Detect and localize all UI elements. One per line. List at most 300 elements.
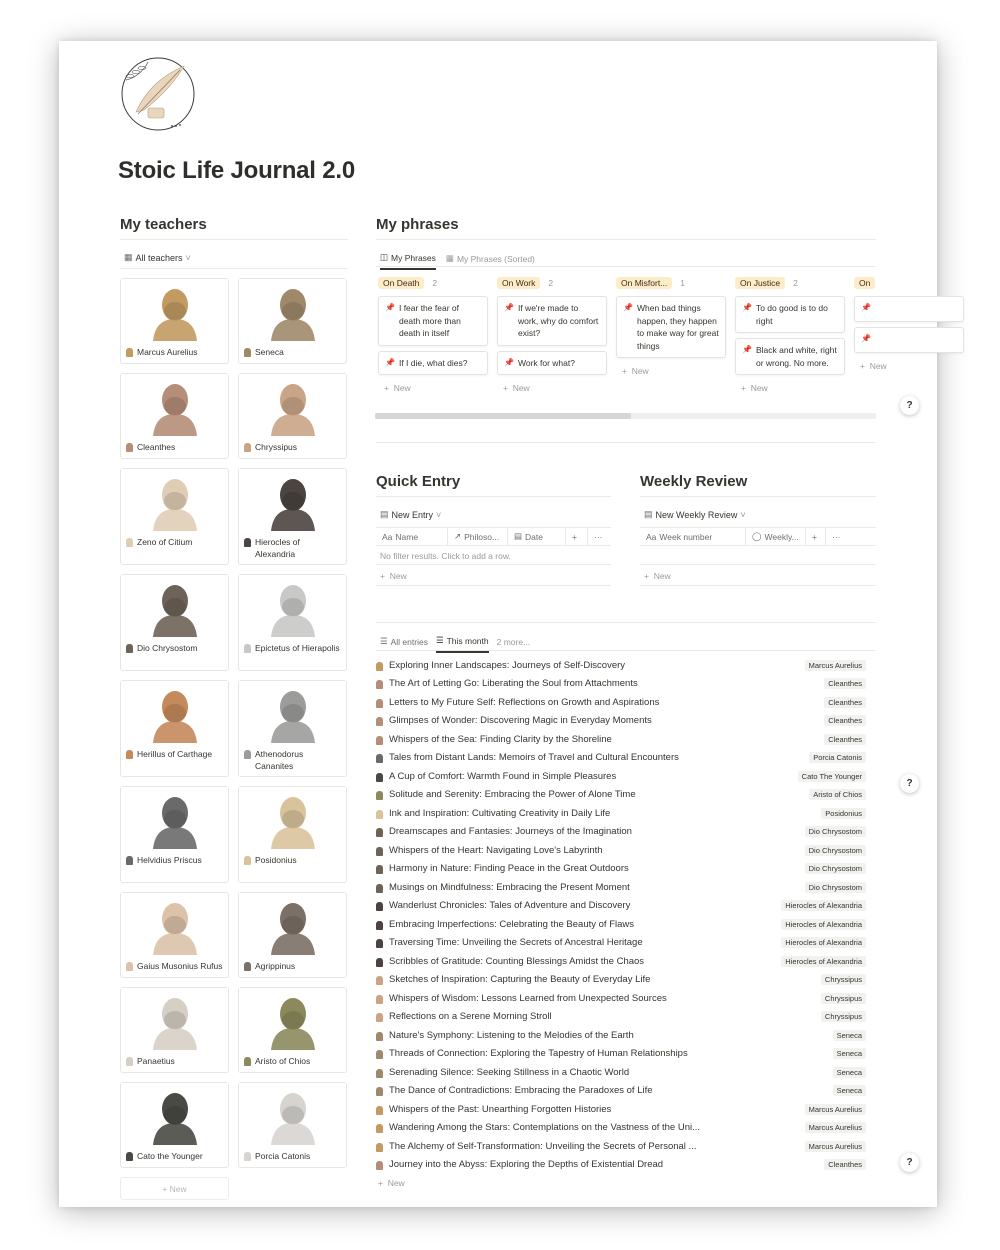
- teacher-name-label: Epictetus of Hierapolis: [255, 643, 340, 653]
- bust-icon: [126, 538, 133, 547]
- bust-icon: [376, 847, 383, 856]
- board-column: [616, 276, 726, 379]
- teachers-view-label: All teachers: [135, 252, 183, 263]
- list-item[interactable]: [376, 934, 876, 953]
- bust-icon: [126, 856, 133, 865]
- bust-image: [121, 1083, 228, 1145]
- philosopher-tag: Marcus Aurelius: [805, 1122, 866, 1133]
- teacher-name-label: Porcia Catonis: [255, 1151, 311, 1161]
- teacher-card[interactable]: [238, 373, 347, 459]
- teacher-card-name: [121, 1145, 228, 1165]
- bust-icon: [244, 644, 251, 653]
- board-icon: ◫: [380, 252, 389, 262]
- list-item[interactable]: [376, 823, 876, 842]
- phrase-card[interactable]: [616, 296, 726, 358]
- quick-entry-table-header: [376, 527, 611, 546]
- teacher-card-name: [121, 743, 228, 763]
- teacher-card-name: [121, 955, 228, 975]
- bust-image: [121, 787, 228, 849]
- list-item[interactable]: [376, 1026, 876, 1045]
- text-type-icon: Aa: [646, 531, 657, 542]
- teacher-card[interactable]: [120, 680, 229, 777]
- bust-icon: [376, 1124, 383, 1133]
- bust-icon: [126, 962, 133, 971]
- list-item[interactable]: [376, 952, 876, 971]
- phrase-text: If we're made to work, why do comfort exist?: [517, 303, 599, 338]
- column-philosopher-label: Philoso...: [464, 531, 500, 542]
- list-item[interactable]: [376, 786, 876, 805]
- teachers-view-tab[interactable]: [124, 252, 191, 263]
- plus-icon: +: [860, 361, 870, 371]
- bust-icon: [376, 662, 383, 671]
- bust-icon: [376, 902, 383, 911]
- board-new-card-button[interactable]: [616, 363, 726, 379]
- teacher-card-name: [239, 955, 346, 975]
- bust-icon: [376, 976, 383, 985]
- philosopher-tag: Chryssipus: [821, 993, 866, 1004]
- plus-icon: +: [812, 531, 817, 542]
- philosopher-tag: Marcus Aurelius: [805, 1104, 866, 1115]
- teacher-card-name: [121, 1050, 228, 1070]
- board-column-header[interactable]: [854, 276, 964, 289]
- teacher-card[interactable]: [120, 373, 229, 459]
- list-item[interactable]: [376, 767, 876, 786]
- more-options-button[interactable]: [826, 528, 848, 545]
- plus-icon: +: [622, 366, 632, 376]
- board-new-card-button[interactable]: [497, 380, 607, 396]
- teacher-card-name: [121, 531, 228, 551]
- quick-entry-divider: [376, 496, 611, 497]
- bust-icon: [376, 680, 383, 689]
- add-column-button[interactable]: [806, 528, 826, 545]
- entry-title: Whispers of the Past: Unearthing Forgotten Histories: [389, 1103, 612, 1115]
- entry-title: Scribbles of Gratitude: Counting Blessings Amidst the Chaos: [389, 955, 645, 967]
- bust-icon: [376, 791, 383, 800]
- phrases-heading: My phrases: [376, 216, 459, 233]
- list-item[interactable]: [376, 1119, 876, 1138]
- column-weekly[interactable]: [746, 528, 806, 545]
- entry-title: Serenading Silence: Seeking Stillness in a Chaotic World: [389, 1066, 630, 1078]
- quick-entry-heading: Quick Entry: [376, 473, 461, 490]
- pushpin-icon: 📌: [504, 357, 514, 367]
- column-week-number[interactable]: [640, 528, 746, 545]
- teacher-card[interactable]: [238, 680, 347, 777]
- phrase-text: To do good is to do right: [755, 303, 828, 326]
- bust-icon: [126, 644, 133, 653]
- philosopher-tag: Posidonius: [821, 808, 866, 819]
- text-type-icon: Aa: [382, 531, 393, 542]
- phrase-text: Black and white, right or wrong. No more.: [755, 345, 837, 368]
- bust-icon: [244, 1152, 251, 1161]
- quick-entry-bottom-divider: [376, 585, 611, 586]
- plus-icon: +: [162, 1183, 170, 1194]
- bust-icon: [376, 736, 383, 745]
- help-button-3[interactable]: ?: [900, 1153, 919, 1172]
- weekly-review-view-label: New Weekly Review: [655, 509, 738, 520]
- board-new-card-button[interactable]: [854, 358, 964, 374]
- teacher-card-name: [121, 637, 228, 657]
- board-new-label: New: [750, 383, 768, 393]
- column-philosopher[interactable]: [448, 528, 508, 545]
- phrases-board: [376, 276, 887, 404]
- column-tag: On Misfort...: [616, 277, 672, 289]
- pushpin-icon: 📌: [385, 357, 395, 367]
- weekly-review-view-tab[interactable]: [644, 509, 746, 520]
- plus-icon: +: [378, 1178, 388, 1188]
- chevron-down-icon: ˅: [740, 509, 746, 520]
- teacher-card[interactable]: [120, 786, 229, 883]
- teacher-card-name: [121, 849, 228, 869]
- ellipsis-icon: ···: [594, 531, 603, 542]
- column-name[interactable]: [376, 528, 448, 545]
- column-weekly-label: Weekly...: [764, 531, 799, 542]
- bust-icon: [376, 1087, 383, 1096]
- chevron-down-icon: ˅: [436, 509, 442, 520]
- philosopher-tag: Cleanthes: [824, 697, 866, 708]
- entry-title: Reflections on a Serene Morning Stroll: [389, 1011, 552, 1023]
- list-item[interactable]: [376, 878, 876, 897]
- list-item[interactable]: [376, 971, 876, 990]
- pushpin-icon: 📌: [861, 303, 871, 312]
- plus-icon: +: [572, 531, 577, 542]
- new-teacher-button[interactable]: [120, 1177, 229, 1200]
- list-item[interactable]: [376, 1156, 876, 1175]
- teacher-card[interactable]: [238, 1082, 347, 1168]
- board-new-card-button[interactable]: [378, 380, 488, 396]
- board-column-header[interactable]: [378, 276, 488, 289]
- bust-image: [239, 1083, 346, 1145]
- weekly-review-new-button[interactable]: [644, 571, 671, 581]
- tab-my-phrases-sorted[interactable]: [446, 252, 535, 270]
- bust-icon: [244, 750, 251, 759]
- entry-title: Solitude and Serenity: Embracing the Power of Alone Time: [389, 789, 636, 801]
- bust-icon: [376, 1013, 383, 1022]
- list-item[interactable]: [376, 804, 876, 823]
- bust-icon: [376, 1050, 383, 1059]
- teacher-card-name: [239, 849, 346, 869]
- entry-title: A Cup of Comfort: Warmth Found in Simple Pleasures: [389, 770, 617, 782]
- teacher-card[interactable]: [120, 1082, 229, 1168]
- list-item[interactable]: [376, 1100, 876, 1119]
- teachers-heading: My teachers: [120, 216, 207, 233]
- philosopher-tag: Seneca: [833, 1030, 866, 1041]
- teacher-card-name: [239, 341, 346, 361]
- phrase-card[interactable]: [854, 327, 964, 353]
- board-column: [378, 276, 488, 396]
- entry-title: The Art of Letting Go: Liberating the Soul from Attachments: [389, 678, 638, 690]
- chevron-down-icon: ˅: [185, 252, 191, 263]
- phrase-text: Work for what?: [517, 357, 575, 368]
- entry-title: Wandering Among the Stars: Contemplations on the Vastness of the Uni...: [389, 1122, 701, 1134]
- tab-this-month-label: This month: [446, 635, 489, 646]
- quill-logo-icon: [118, 56, 198, 132]
- bust-icon: [376, 828, 383, 837]
- quick-entry-new-button[interactable]: [380, 571, 407, 581]
- weekly-review-table-header: [640, 527, 876, 546]
- philosopher-tag: Cleanthes: [824, 734, 866, 745]
- teacher-card[interactable]: [120, 468, 229, 565]
- philosopher-tag: Hierocles of Alexandria: [781, 900, 866, 911]
- teacher-name-label: Hierocles of Alexandria: [255, 537, 300, 559]
- list-item[interactable]: [376, 989, 876, 1008]
- teacher-card[interactable]: [238, 468, 347, 565]
- philosopher-tag: Cato The Younger: [798, 771, 866, 782]
- teacher-name-label: Dio Chrysostom: [137, 643, 198, 653]
- list-icon: ☰: [380, 636, 388, 646]
- bust-image: [239, 279, 346, 341]
- philosopher-tag: Aristo of Chios: [809, 789, 866, 800]
- help-button[interactable]: ?: [900, 396, 919, 415]
- philosopher-tag: Marcus Aurelius: [805, 660, 866, 671]
- philosopher-tag: Dio Chrysostom: [805, 826, 866, 837]
- bust-image: [121, 469, 228, 531]
- teacher-card[interactable]: [238, 574, 347, 671]
- list-item[interactable]: [376, 897, 876, 916]
- bust-icon: [126, 443, 133, 452]
- bust-icon: [376, 717, 383, 726]
- teacher-name-label: Posidonius: [255, 855, 297, 865]
- section-divider: [376, 442, 876, 443]
- table-icon: ▤: [644, 509, 653, 519]
- column-date[interactable]: [508, 528, 566, 545]
- tab-my-phrases-label: My Phrases: [391, 252, 436, 263]
- phrase-card[interactable]: [854, 296, 964, 322]
- pushpin-icon: 📌: [861, 334, 871, 343]
- bust-icon: [376, 1069, 383, 1078]
- teacher-card[interactable]: [238, 786, 347, 883]
- entry-title: Letters to My Future Self: Reflections on Growth and Aspirations: [389, 696, 660, 708]
- relation-icon: ↗: [454, 531, 462, 541]
- column-count: 2: [548, 277, 554, 288]
- entry-title: Wanderlust Chronicles: Tales of Adventure and Discovery: [389, 900, 631, 912]
- philosopher-tag: Porcia Catonis: [809, 752, 866, 763]
- table-icon: ▤: [380, 509, 389, 519]
- weekly-review-heading: Weekly Review: [640, 473, 748, 490]
- entry-title: Dreamscapes and Fantasies: Journeys of the Imagination: [389, 826, 632, 838]
- entries-tabs-divider: [376, 650, 876, 651]
- teacher-card[interactable]: [238, 278, 347, 364]
- philosopher-tag: Cleanthes: [824, 1159, 866, 1170]
- list-item[interactable]: [376, 656, 876, 675]
- bust-icon: [244, 443, 251, 452]
- board-new-label: New: [512, 383, 530, 393]
- teacher-card-name: [239, 743, 346, 775]
- list-item[interactable]: [376, 693, 876, 712]
- entries-list: [376, 656, 876, 1174]
- bust-icon: [376, 699, 383, 708]
- phrase-card[interactable]: [497, 351, 607, 376]
- pushpin-icon: 📌: [385, 303, 395, 312]
- list-item[interactable]: [376, 712, 876, 731]
- weekly-review-bottom-divider: [640, 585, 876, 586]
- bust-icon: [376, 1161, 383, 1170]
- bust-icon: [244, 856, 251, 865]
- philosopher-tag: Chryssipus: [821, 1011, 866, 1022]
- board-column-header[interactable]: [616, 276, 726, 289]
- bust-icon: [126, 1057, 133, 1066]
- teacher-name-label: Helvidius Priscus: [137, 855, 202, 865]
- list-item[interactable]: [376, 860, 876, 879]
- phrase-card[interactable]: [497, 296, 607, 346]
- board-new-label: New: [869, 361, 887, 371]
- formula-icon: ◯: [752, 531, 762, 541]
- bust-image: [121, 988, 228, 1050]
- entry-title: The Dance of Contradictions: Embracing the Paradoxes of Life: [389, 1085, 653, 1097]
- bust-icon: [376, 939, 383, 948]
- entry-title: Harmony in Nature: Finding Peace in the Great Outdoors: [389, 863, 629, 875]
- teacher-name-label: Cleanthes: [137, 442, 176, 452]
- bust-icon: [126, 1152, 133, 1161]
- list-item[interactable]: [376, 1063, 876, 1082]
- board-column-header[interactable]: [735, 276, 845, 289]
- bust-icon: [376, 1143, 383, 1152]
- board-new-card-button[interactable]: [735, 380, 845, 396]
- bust-image: [121, 575, 228, 637]
- philosopher-tag: Seneca: [833, 1067, 866, 1078]
- teacher-card-name: [239, 436, 346, 456]
- philosopher-tag: Dio Chrysostom: [805, 845, 866, 856]
- board-column: [854, 276, 964, 374]
- bust-icon: [376, 810, 383, 819]
- list-item[interactable]: [376, 1137, 876, 1156]
- teacher-name-label: Zeno of Citium: [137, 537, 193, 547]
- bust-icon: [376, 865, 383, 874]
- quick-entry-view-tab[interactable]: [380, 509, 441, 520]
- plus-icon: +: [644, 571, 654, 581]
- bust-image: [121, 681, 228, 743]
- column-count: 1: [680, 277, 686, 288]
- entry-title: Whispers of the Heart: Navigating Love's Labyrinth: [389, 844, 603, 856]
- phrases-divider: [376, 239, 876, 240]
- philosopher-tag: Chryssipus: [821, 974, 866, 985]
- entry-title: Threads of Connection: Exploring the Tapestry of Human Relationships: [389, 1048, 688, 1060]
- quick-entry-view-label: New Entry: [391, 509, 434, 520]
- philosopher-tag: Marcus Aurelius: [805, 1141, 866, 1152]
- board-column-header[interactable]: [497, 276, 607, 289]
- teacher-card[interactable]: [120, 892, 229, 978]
- help-button-2[interactable]: ?: [900, 774, 919, 793]
- column-tag: On Justice: [735, 277, 785, 289]
- teacher-name-label: Agrippinus: [255, 961, 296, 971]
- bust-icon: [376, 995, 383, 1004]
- pushpin-icon: 📌: [742, 345, 752, 354]
- board-new-label: New: [393, 383, 411, 393]
- add-column-button[interactable]: [566, 528, 588, 545]
- list-item[interactable]: [376, 675, 876, 694]
- bust-icon: [244, 962, 251, 971]
- bust-image: [239, 681, 346, 743]
- list-item[interactable]: [376, 841, 876, 860]
- quick-entry-empty-text[interactable]: No filter results. Click to add a row.: [380, 551, 511, 561]
- teacher-card[interactable]: [238, 892, 347, 978]
- teacher-card[interactable]: [120, 574, 229, 671]
- tab-my-phrases-sorted-label: My Phrases (Sorted): [456, 253, 535, 264]
- entry-title: Nature's Symphony: Listening to the Melodies of the Earth: [389, 1029, 634, 1041]
- entry-title: Sketches of Inspiration: Capturing the Beauty of Everyday Life: [389, 974, 651, 986]
- bust-icon: [376, 1032, 383, 1041]
- entry-title: Journey into the Abyss: Exploring the Depths of Existential Dread: [389, 1159, 664, 1171]
- teachers-view-divider: [120, 268, 348, 269]
- philosopher-tag: Dio Chrysostom: [805, 882, 866, 893]
- pushpin-icon: 📌: [504, 303, 514, 312]
- philosopher-tag: Hierocles of Alexandria: [781, 919, 866, 930]
- weekly-review-row-divider: [640, 564, 876, 565]
- column-name-label: Name: [395, 531, 419, 542]
- plus-icon: +: [380, 571, 390, 581]
- board-scrollbar[interactable]: [375, 413, 876, 419]
- teacher-card[interactable]: [120, 278, 229, 364]
- bust-icon: [244, 538, 251, 547]
- column-week-number-label: Week number: [659, 531, 713, 542]
- teacher-name-label: Cato the Younger: [137, 1151, 203, 1161]
- tab-my-phrases[interactable]: [380, 252, 436, 270]
- bust-image: [121, 279, 228, 341]
- list-item[interactable]: [376, 730, 876, 749]
- tab-all-entries-label: All entries: [390, 636, 428, 647]
- plus-icon: +: [384, 383, 394, 393]
- bust-icon: [244, 348, 251, 357]
- phrase-text: When bad things happen, they happen to make way for great things: [636, 303, 719, 351]
- bust-icon: [376, 884, 383, 893]
- philosopher-tag: Cleanthes: [824, 678, 866, 689]
- teacher-card-name: [121, 341, 228, 361]
- list-item[interactable]: [376, 915, 876, 934]
- list-item[interactable]: [376, 1082, 876, 1101]
- philosopher-tag: Seneca: [833, 1085, 866, 1096]
- entries-new-button[interactable]: [378, 1178, 405, 1188]
- bust-icon: [376, 754, 383, 763]
- list-item[interactable]: [376, 1045, 876, 1064]
- entry-title: Musings on Mindfulness: Embracing the Present Moment: [389, 881, 630, 893]
- entry-title: Ink and Inspiration: Cultivating Creativity in Daily Life: [389, 807, 611, 819]
- teacher-card[interactable]: [238, 987, 347, 1073]
- bust-icon: [126, 348, 133, 357]
- teacher-name-label: Athenodorus Cananites: [255, 749, 304, 771]
- gallery-grid-icon: ▦: [124, 252, 133, 262]
- column-tag: On Work: [497, 277, 540, 289]
- entry-title: Embracing Imperfections: Celebrating the Beauty of Flaws: [389, 918, 635, 930]
- calendar-icon: ▤: [514, 531, 523, 541]
- more-options-button[interactable]: [588, 528, 611, 545]
- plus-icon: +: [741, 383, 751, 393]
- teacher-card-name: [239, 531, 346, 563]
- list-item[interactable]: [376, 749, 876, 768]
- quick-entry-row-divider: [376, 564, 611, 565]
- philosopher-tag: Seneca: [833, 1048, 866, 1059]
- bust-image: [239, 374, 346, 436]
- list-item[interactable]: [376, 1008, 876, 1027]
- pushpin-icon: 📌: [742, 303, 752, 312]
- tab-more-views[interactable]: 2 more...: [496, 636, 531, 647]
- teacher-card[interactable]: [120, 987, 229, 1073]
- phrase-card[interactable]: [378, 296, 488, 346]
- bust-image: [239, 988, 346, 1050]
- phrase-card[interactable]: [378, 351, 488, 376]
- column-tag: On Death: [378, 277, 424, 289]
- bust-image: [239, 469, 346, 531]
- teacher-name-label: Marcus Aurelius: [137, 347, 198, 357]
- phrase-card[interactable]: [735, 338, 845, 375]
- column-date-label: Date: [525, 531, 543, 542]
- entry-title: The Alchemy of Self-Transformation: Unveiling the Secrets of Personal ...: [389, 1140, 697, 1152]
- bust-image: [121, 893, 228, 955]
- weekly-review-divider: [640, 496, 876, 497]
- teacher-name-label: Seneca: [255, 347, 284, 357]
- bust-image: [239, 893, 346, 955]
- bust-icon: [376, 958, 383, 967]
- phrase-card[interactable]: [735, 296, 845, 333]
- board-scrollbar-thumb[interactable]: [375, 413, 631, 419]
